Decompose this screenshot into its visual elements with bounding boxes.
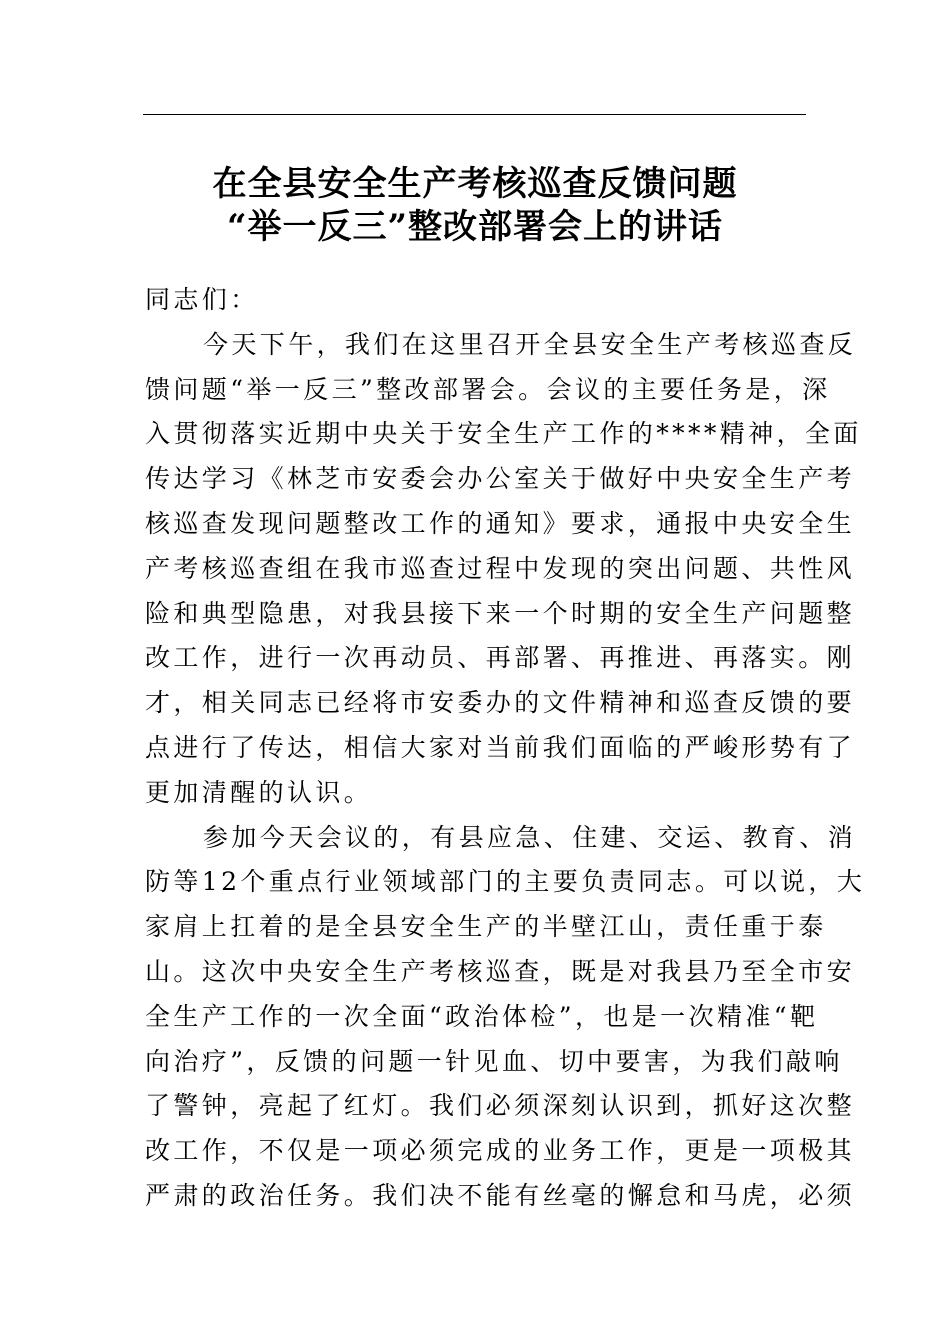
- paragraph-line: 家肩上扛着的是全县安全生产的半壁江山，责任重于泰: [145, 912, 827, 942]
- header-rule: [143, 114, 806, 115]
- paragraph: [145, 821, 866, 1224]
- paragraph-line: 严肃的政治任务。我们决不能有丝毫的懈怠和马虎，必须: [145, 1180, 856, 1210]
- paragraph-line: 产考核巡查组在我市巡查过程中发现的突出问题、共性风: [145, 553, 856, 583]
- paragraph-line: 改工作，不仅是一项必须完成的业务工作，更是一项极其: [145, 1136, 856, 1166]
- paragraph-line: 今天下午，我们在这里召开全县安全生产考核巡查反: [203, 329, 857, 359]
- paragraph-line: 参加今天会议的，有县应急、住建、交运、教育、消: [203, 822, 857, 852]
- paragraph-line: 了警钟，亮起了红灯。我们必须深刻认识到，抓好这次整: [145, 1091, 856, 1121]
- paragraph-line: 才，相关同志已经将市安委办的文件精神和巡查反馈的要: [145, 688, 856, 718]
- paragraph-line: 传达学习《林芝市安委会办公室关于做好中央安全生产考: [145, 464, 856, 494]
- paragraph-line: 入贯彻落实近期中央关于安全生产工作的****精神，全面: [145, 419, 862, 449]
- paragraph-line: 险和典型隐患，对我县接下来一个时期的安全生产问题整: [145, 598, 856, 628]
- paragraph-line: 核巡查发现问题整改工作的通知》要求，通报中央安全生: [145, 508, 856, 538]
- paragraph-line: 防等12个重点行业领域部门的主要负责同志。可以说，大: [145, 867, 866, 897]
- paragraph-line: 全生产工作的一次全面“政治体检”，也是一次精准“靶: [145, 1001, 819, 1031]
- paragraph-line: 改工作，进行一次再动员、再部署、再推进、再落实。刚: [145, 643, 856, 673]
- document-title-line-1: 在全县安全生产考核巡查反馈问题: [212, 164, 738, 204]
- document-body: [145, 283, 866, 1224]
- paragraph: [145, 328, 862, 821]
- paragraph-line: 更加清醒的认识。: [145, 777, 373, 807]
- paragraph-line: 向治疗”，反馈的问题一针见血、切中要害，为我们敲响: [145, 1046, 843, 1076]
- paragraph-line: 点进行了传达，相信大家对当前我们面临的严峻形势有了: [145, 732, 856, 762]
- salutation: 同志们：: [145, 285, 259, 314]
- document-title-line-2: “举一反三”整改部署会上的讲话: [226, 207, 724, 247]
- paragraph-line: 馈问题“举一反三”整改部署会。会议的主要任务是，深: [145, 374, 831, 404]
- paragraph-line: 山。这次中央安全生产考核巡查，既是对我县乃至全市安: [145, 956, 856, 986]
